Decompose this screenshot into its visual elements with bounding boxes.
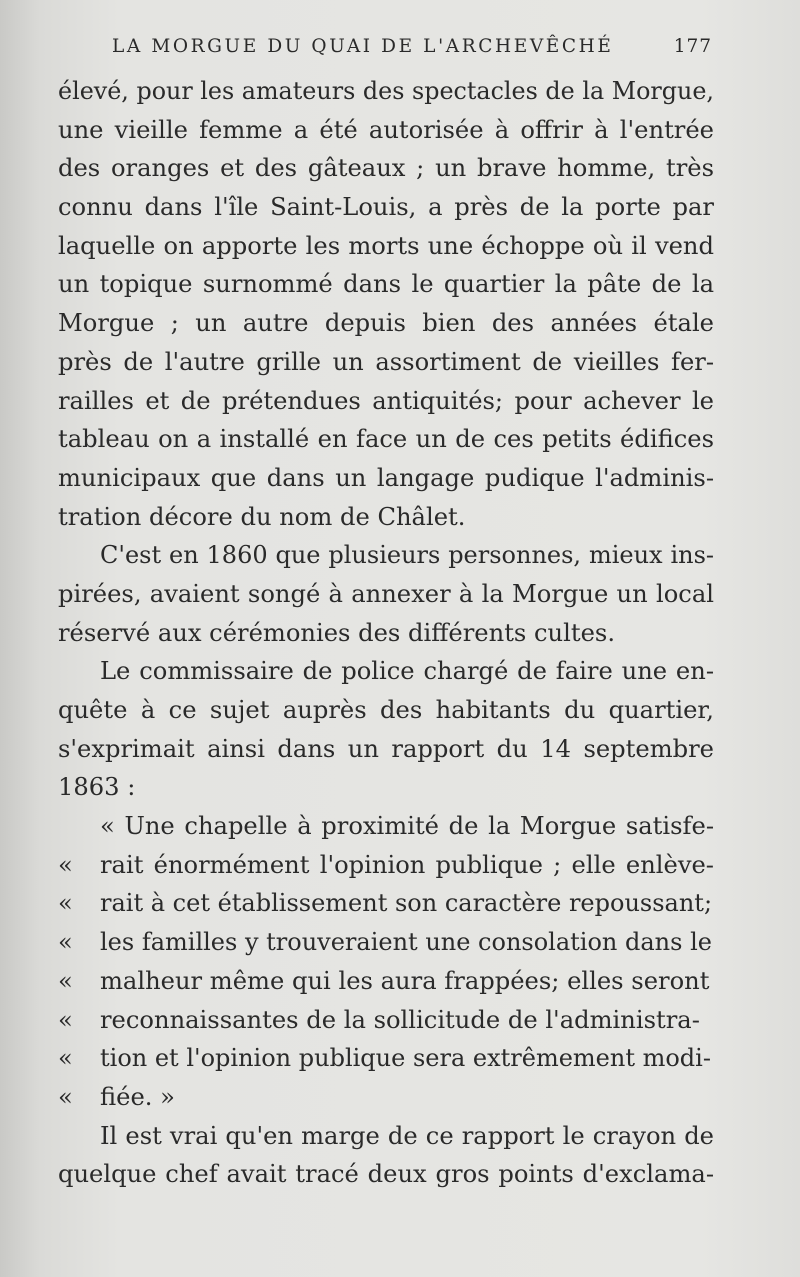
text-line: connu dans l'île Saint-Louis, a près de la porte par [58, 193, 714, 222]
quote-text: malheur même qui les aura frappées; elles seront [100, 966, 710, 995]
text-line: tration décore du nom de Châlet. [58, 502, 466, 531]
page-number: 177 [673, 36, 712, 57]
text-line: C'est en 1860 que plusieurs personnes, mieux ins- [100, 541, 714, 570]
quote-mark: « [58, 850, 73, 879]
text-line: tableau on a installé en face un de ces petits édifices [58, 425, 714, 454]
text-line: un topique surnommé dans le quartier la pâte de la [58, 270, 714, 299]
text-line: Il est vrai qu'en marge de ce rapport le crayon de [100, 1121, 714, 1150]
quote-text: tion et l'opinion publique sera extrêmement modi- [100, 1044, 711, 1073]
quote-text: rait énormément l'opinion publique ; elle enlève- [100, 850, 714, 879]
quote-text: rait à cet établissement son caractère repoussant; [100, 889, 713, 918]
running-header [112, 36, 712, 57]
quote-line [58, 1078, 714, 1117]
text-line: municipaux que dans un langage pudique l'adminis- [58, 463, 714, 492]
text-line: élevé, pour les amateurs des spectacles de la Morgue, [58, 77, 714, 105]
text-line: près de l'autre grille un assortiment de vieilles fer- [58, 347, 714, 376]
text-line: pirées, avaient songé à annexer à la Morgue un local [58, 579, 714, 608]
quote-line [58, 1001, 714, 1040]
quote-line: « Une chapelle à proximité de la Morgue satisfe- [100, 812, 714, 841]
text-line: Morgue ; un autre depuis bien des années étale [58, 309, 714, 338]
quote-mark: « [58, 928, 73, 957]
quote-mark: « [58, 889, 73, 918]
running-title: LA MORGUE DU QUAI DE L'ARCHEVÊCHÉ [112, 36, 614, 57]
quote-text: fiée. » [100, 1082, 175, 1111]
text-line: réservé aux cérémonies des différents cultes. [58, 618, 616, 647]
quote-line [58, 1039, 714, 1078]
quote-line [58, 962, 714, 1001]
text-line: quête à ce sujet auprès des habitants du quartier, [58, 696, 714, 724]
text-line: quelque chef avait tracé deux gros points d'exclama- [58, 1160, 714, 1189]
quote-mark: « [58, 1005, 73, 1034]
text-line: 1863 : [58, 773, 136, 802]
quote-mark: « [58, 1082, 73, 1111]
text-line: une vieille femme a été autorisée à offrir à l'entrée [58, 115, 714, 144]
quote-line [58, 923, 714, 962]
text-line: Le commissaire de police chargé de faire une en- [100, 657, 714, 686]
text-line: railles et de prétendues antiquités; pour achever le [58, 386, 714, 415]
quote-line [58, 884, 714, 923]
quote-text: les familles y trouveraient une consolation dans le [100, 928, 712, 957]
quote-mark: « [58, 966, 73, 995]
text-line: laquelle on apporte les morts une échoppe où il vend [58, 231, 714, 260]
body-text [58, 72, 714, 1194]
quote-mark: « [58, 1044, 73, 1073]
quote-text: reconnaissantes de la sollicitude de l'administra- [100, 1005, 700, 1034]
text-line: s'exprimait ainsi dans un rapport du 14 septembre [58, 734, 714, 763]
quote-line [58, 846, 714, 885]
text-line: des oranges et des gâteaux ; un brave homme, très [58, 154, 714, 183]
